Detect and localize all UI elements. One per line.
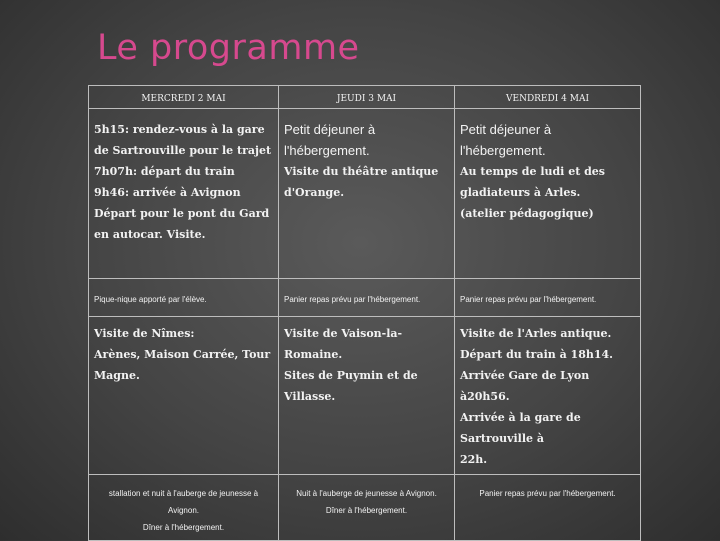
- evening-line: stallation et nuit à l'auberge de jeunesse à: [108, 489, 259, 498]
- breakfast-text: Petit déjeuner à l'hébergement.: [460, 122, 552, 158]
- schedule-line: Visite de Nîmes:: [94, 327, 195, 340]
- cell-fri-lunch: [455, 279, 641, 317]
- cell-wed-lunch: [89, 279, 279, 317]
- cell-wed-morning: [89, 109, 279, 279]
- page-title: Le programme: [97, 28, 360, 68]
- table-row: [89, 279, 641, 317]
- schedule-line: Visite de Vaison-la-Romaine.: [284, 327, 403, 361]
- program-table: [88, 85, 641, 541]
- schedule-line: Départ du train à 18h14.: [460, 348, 613, 361]
- schedule-line: Visite du théâtre antique: [284, 165, 439, 178]
- evening-line: Dîner à l'hébergement.: [325, 506, 408, 515]
- cell-wed-evening: [89, 475, 279, 541]
- table-row: [89, 109, 641, 279]
- schedule-line: Arrivée Gare de Lyon à20h56.: [460, 369, 590, 403]
- cell-thu-lunch: [279, 279, 455, 317]
- header-thursday: JEUDI 3 MAI: [279, 86, 455, 109]
- lunch-text: Panier repas prévu par l'hébergement.: [284, 295, 421, 304]
- cell-thu-morning: [279, 109, 455, 279]
- schedule-line: (atelier pédagogique): [460, 207, 594, 220]
- schedule-line: Au temps de ludi et des: [460, 165, 605, 178]
- lunch-text: Panier repas prévu par l'hébergement.: [460, 295, 597, 304]
- schedule-line: d'Orange.: [284, 186, 345, 199]
- table-row: [89, 475, 641, 541]
- cell-fri-evening: [455, 475, 641, 541]
- schedule-line: 5h15: rendez-vous à la gare de Sartrouville pour le trajet: [94, 123, 272, 157]
- table-header-row: [89, 86, 641, 109]
- cell-fri-morning: [455, 109, 641, 279]
- schedule-line: Arènes, Maison Carrée, Tour Magne.: [94, 348, 271, 382]
- evening-line: Nuit à l'auberge de jeunesse à Avignon.: [296, 489, 437, 498]
- schedule-line: gladiateurs à Arles.: [460, 186, 581, 199]
- schedule-line: Visite de l'Arles antique.: [460, 327, 612, 340]
- schedule-line: Arrivée à la gare de Sartrouville à: [460, 411, 581, 445]
- lunch-text: Pique-nique apporté par l'élève.: [94, 295, 207, 304]
- header-friday: VENDREDI 4 MAI: [455, 86, 641, 109]
- schedule-line: Sites de Puymin et de Villasse.: [284, 369, 418, 403]
- header-wednesday: MERCREDI 2 MAI: [89, 86, 279, 109]
- evening-line: Panier repas prévu par l'hébergement.: [479, 489, 616, 498]
- schedule-line: 9h46: arrivée à Avignon: [94, 186, 241, 199]
- evening-line: Avignon.: [168, 506, 199, 515]
- cell-thu-evening: [279, 475, 455, 541]
- schedule-line: Départ pour le pont du Gard en autocar. Visite.: [94, 207, 270, 241]
- cell-fri-afternoon: [455, 317, 641, 475]
- cell-wed-afternoon: [89, 317, 279, 475]
- schedule-line: 7h07h: départ du train: [94, 165, 235, 178]
- table-row: [89, 317, 641, 475]
- schedule-line: 22h.: [460, 453, 488, 466]
- evening-line: Dîner à l'hébergement.: [142, 523, 225, 532]
- cell-thu-afternoon: [279, 317, 455, 475]
- breakfast-text: Petit déjeuner à l'hébergement.: [284, 122, 376, 158]
